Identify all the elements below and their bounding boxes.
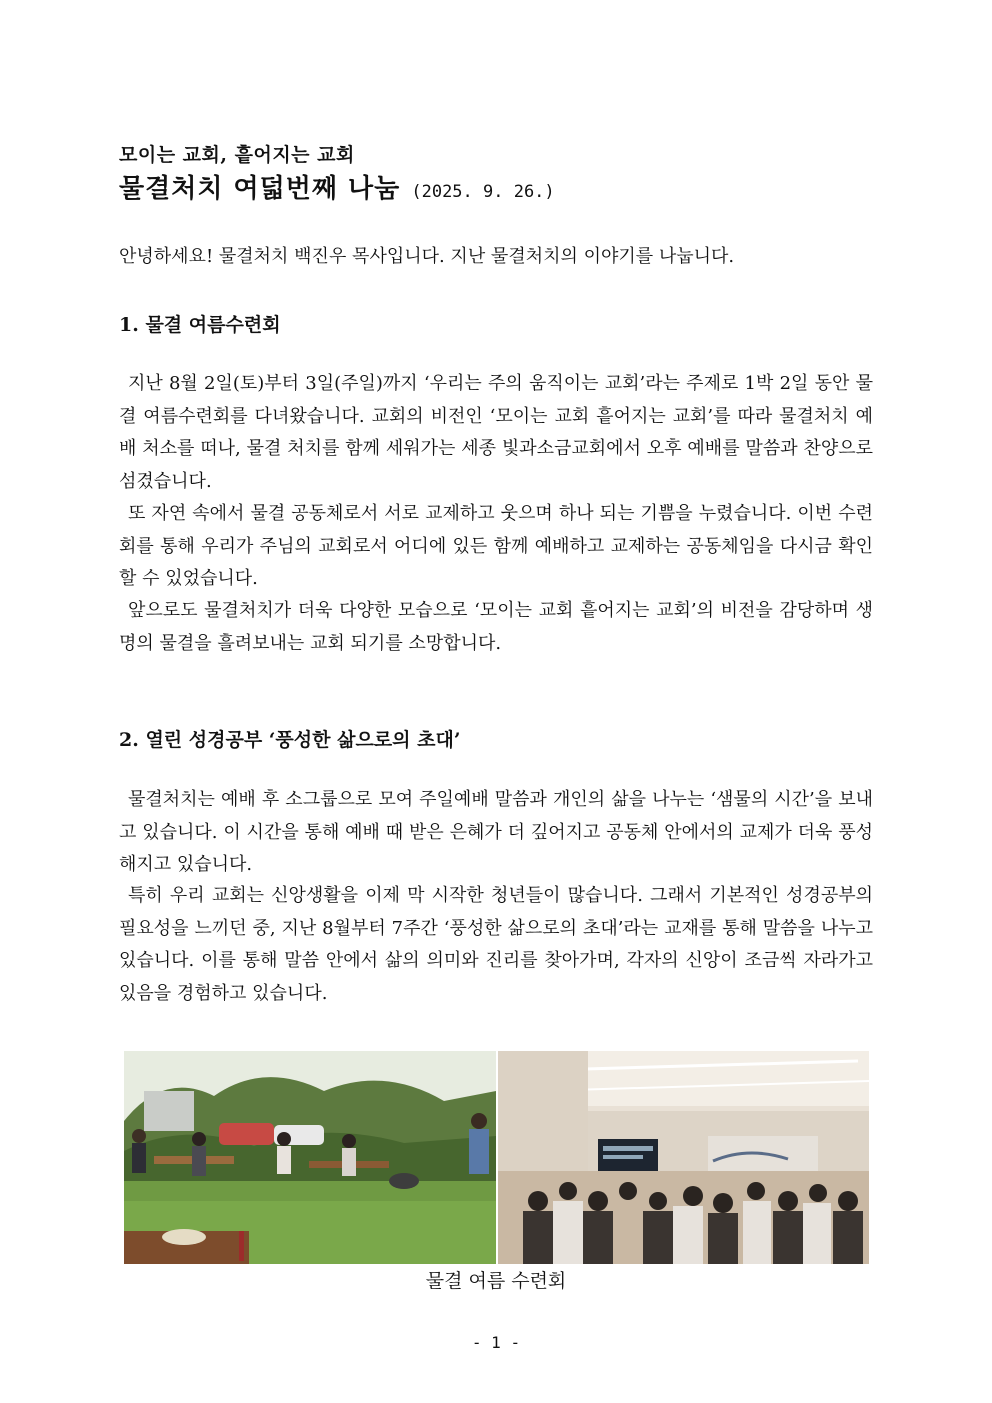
section-1-paragraph-1: 지난 8월 2일(토)부터 3일(주일)까지 ‘우리는 주의 움직이는 교회’라는 주제로 1박 2일 동안 물결 여름수련회를 다녀왔습니다. 교회의 비전인 ‘모이는 교회 흩어지는 교회’를 따라 물결처치 예배 처소를 떠나, 물결 처치를 함께 세워가는 세종 빛과소금교회에서 오후 예배를 말씀과 찬양으로 섬겼습니다. — [119, 373, 873, 492]
section-2-paragraph-1: 물결처치는 예배 후 소그룹으로 모여 주일예배 말씀과 개인의 삶을 나누는 ‘샘물의 시간’을 보내고 있습니다. 이 시간을 통해 예배 때 받은 은혜가 더 깊어지고 공동체 안에서의 교제가 더욱 풍성해지고 있습니다. — [119, 789, 873, 875]
title-line — [119, 168, 555, 205]
greeting-text: 안녕하세요! 물결처치 백진우 목사입니다. 지난 물결처치의 이야기를 나눕니다. — [119, 246, 735, 267]
photo-caption: 물결 여름 수련회 — [425, 1270, 567, 1292]
series-title: 모이는 교회, 흩어지는 교회 — [119, 144, 355, 166]
section-1-paragraph-3: 앞으로도 물결처치가 더욱 다양한 모습으로 ‘모이는 교회 흩어지는 교회’의 비전을 감당하며 생명의 물결을 흘려보내는 교회 되기를 소망합니다. — [119, 600, 873, 654]
outdoor-retreat-photo — [124, 1051, 498, 1264]
indoor-worship-photo — [498, 1051, 869, 1264]
document-title: 물결처치 여덟번째 나눔 — [119, 174, 401, 204]
section-1-heading: 1. 물결 여름수련회 — [119, 314, 281, 336]
document-date: (2025. 9. 26.) — [411, 182, 555, 202]
page-number: - 1 - — [471, 1333, 521, 1352]
section-2-heading: 2. 열린 성경공부 ‘풍성한 삶으로의 초대’ — [119, 729, 461, 751]
section-1-paragraph-2: 또 자연 속에서 물결 공동체로서 서로 교제하고 웃으며 하나 되는 기쁨을 누렸습니다. 이번 수련회를 통해 우리가 주님의 교회로서 어디에 있든 함께 예배하고 교제하는 공동체임을 다시금 확인할 수 있었습니다. — [119, 503, 873, 589]
section-2-paragraph-2: 특히 우리 교회는 신앙생활을 이제 막 시작한 청년들이 많습니다. 그래서 기본적인 성경공부의 필요성을 느끼던 중, 지난 8월부터 7주간 ‘풍성한 삶으로의 초대’라는 교재를 통해 말씀을 나누고 있습니다. 이를 통해 말씀 안에서 삶의 의미와 진리를 찾아가며, 각자의 신앙이 조금씩 자라가고 있음을 경험하고 있습니다. — [119, 885, 873, 1004]
photo-row — [124, 1051, 869, 1264]
